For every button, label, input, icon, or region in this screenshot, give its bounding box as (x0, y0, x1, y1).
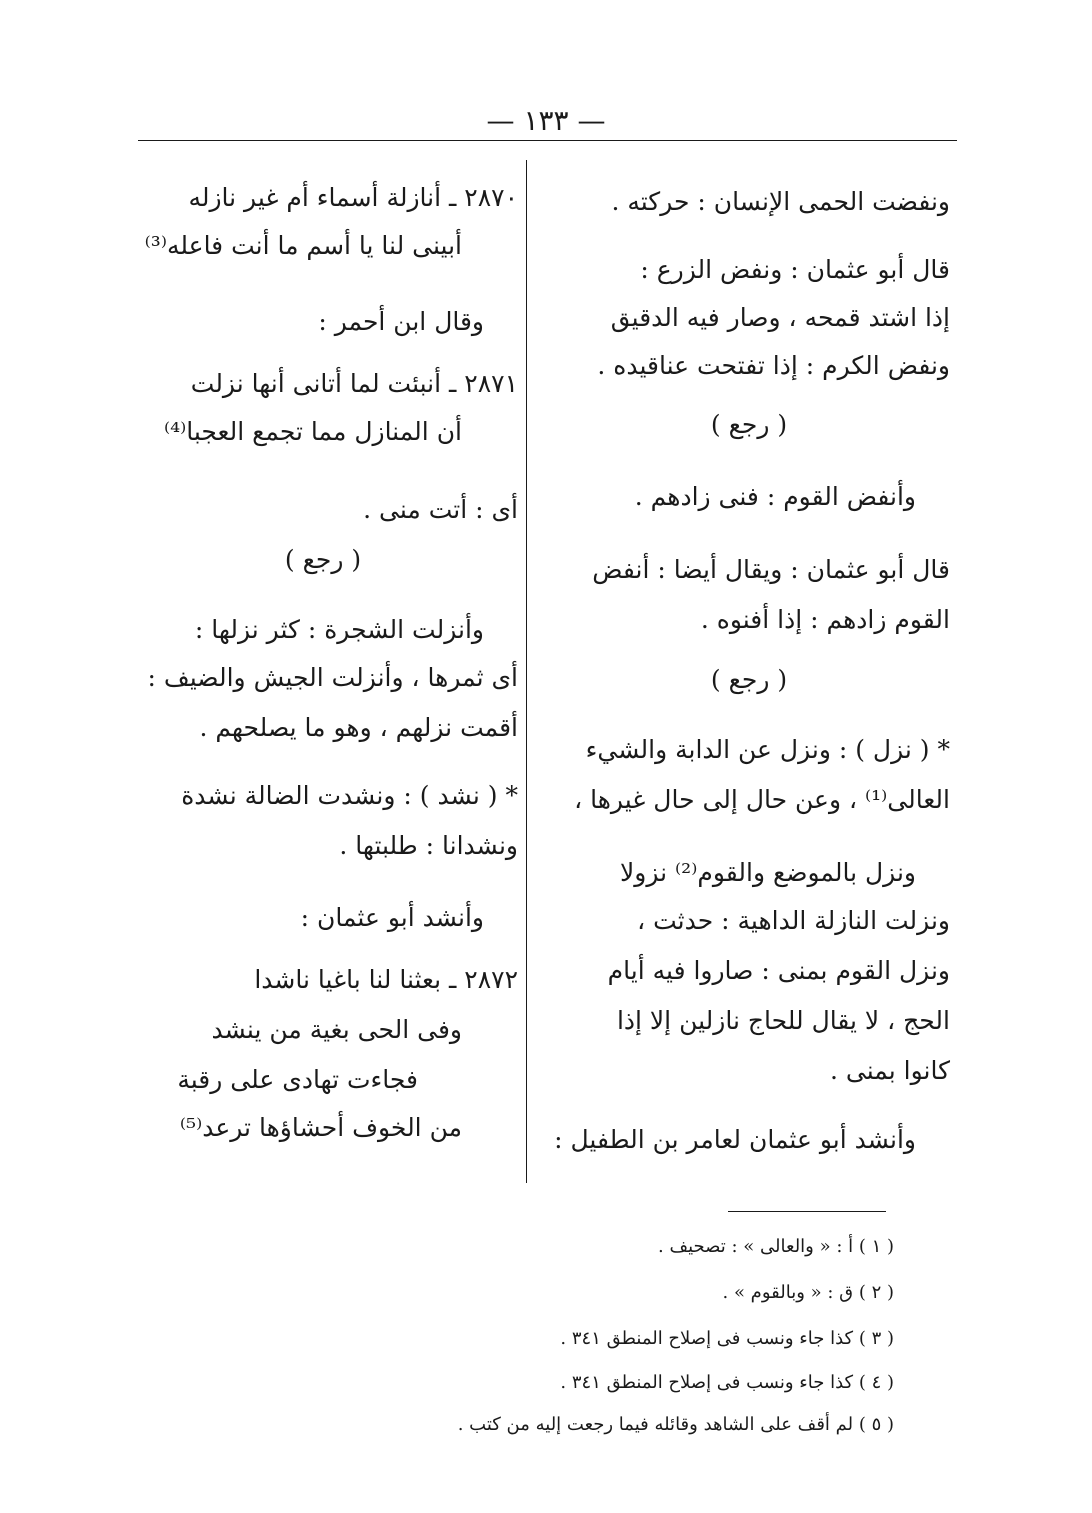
text-line: أى : أتت منى . (363, 495, 518, 524)
verse-line: ٢٨٧١ ـ أنبئت لما أتانى أنها نزلت (190, 369, 518, 398)
verse-line: ٢٨٧٠ ـ أنازلة أسماء أم غير نازله (188, 183, 518, 212)
text-line: وأنشد أبو عثمان : (300, 903, 484, 932)
footnote: ( ٢ ) ق : « وبالقوم » . (722, 1282, 894, 1303)
text-line: إذا اشتد قمحه ، وصار فيه الدقيق (610, 303, 950, 332)
text-line: العالى⁽¹⁾ ، وعن حال إلى حال غيرها ، (574, 785, 950, 814)
column-divider (526, 160, 527, 1183)
section-marker: ( رجع ) (710, 665, 788, 694)
entry-heading: * ( نزل ) : ونزل عن الدابة والشيء (585, 735, 950, 764)
text-line: أقمت نزلهم ، وهو ما يصلحهم . (199, 713, 518, 742)
verse-line: أن المنازل مما تجمع العجبا⁽⁴⁾ (163, 417, 462, 446)
footnote: ( ٤ ) كذا جاء ونسب فى إصلاح المنطق ٣٤١ . (560, 1372, 894, 1393)
text-line: وقال ابن أحمر : (318, 307, 484, 336)
text-line: ونشدانا : طلبتها . (339, 831, 518, 860)
page-number: — ١٣٣ — (486, 104, 606, 137)
verse-line: فجاءت تهادى على رقبة (177, 1065, 418, 1094)
verse-line: من الخوف أحشاؤها ترعد⁽⁵⁾ (179, 1113, 462, 1142)
text-line: ونزلت النازلة الداهية : حدثت ، (637, 906, 950, 935)
footnote: ( ٥ ) لم أقف على الشاهد وقائله فيما رجعت إليه من كتب . (457, 1414, 894, 1435)
verse-line: وفى الحى بغية من ينشد (211, 1015, 462, 1044)
text-line: ونفض الكرم : إذا تفتحت عناقيده . (597, 351, 950, 380)
text-line: ونزل بالموضع والقوم⁽²⁾ نزولا (620, 858, 916, 887)
footnotes-rule (728, 1211, 886, 1212)
footnote: ( ٣ ) كذا جاء ونسب فى إصلاح المنطق ٣٤١ . (560, 1328, 894, 1349)
section-marker: ( رجع ) (710, 410, 788, 439)
text-line: وأنزلت الشجرة : كثر نزلها : (194, 615, 484, 644)
header-rule (138, 140, 957, 141)
text-line: وأنشد أبو عثمان لعامر بن الطفيل : (554, 1125, 916, 1154)
text-line: وأنفض القوم : فنى زادهم . (634, 482, 916, 511)
section-marker: ( رجع ) (284, 545, 362, 574)
text-line: القوم زادهم : إذا أفنوه . (700, 605, 950, 634)
text-line: قال أبو عثمان : ونفض الزرع : (640, 255, 950, 284)
entry-heading: * ( نشد ) : ونشدت الضالة نشدة (181, 781, 518, 810)
text-line: كانوا بمنى . (830, 1056, 950, 1085)
text-line: ونفضت الحمى الإنسان : حركته . (611, 187, 950, 216)
footnote: ( ١ ) أ : « والعالى » : تصحيف . (658, 1236, 894, 1257)
text-line: الحج ، لا يقال للحاج نازلين إلا إذا (616, 1006, 950, 1035)
text-line: قال أبو عثمان : ويقال أيضا : أنفض (592, 555, 950, 584)
text-line: أى ثمرها ، وأنزلت الجيش والضيف : (147, 663, 518, 692)
text-line: ونزل القوم بمنى : صاروا فيه أيام (607, 956, 950, 985)
verse-line: ٢٨٧٢ ـ بعثنا لنا باغيا ناشدا (254, 965, 518, 994)
verse-line: أبينى لنا يا أسم ما أنت فاعله⁽³⁾ (144, 231, 462, 260)
